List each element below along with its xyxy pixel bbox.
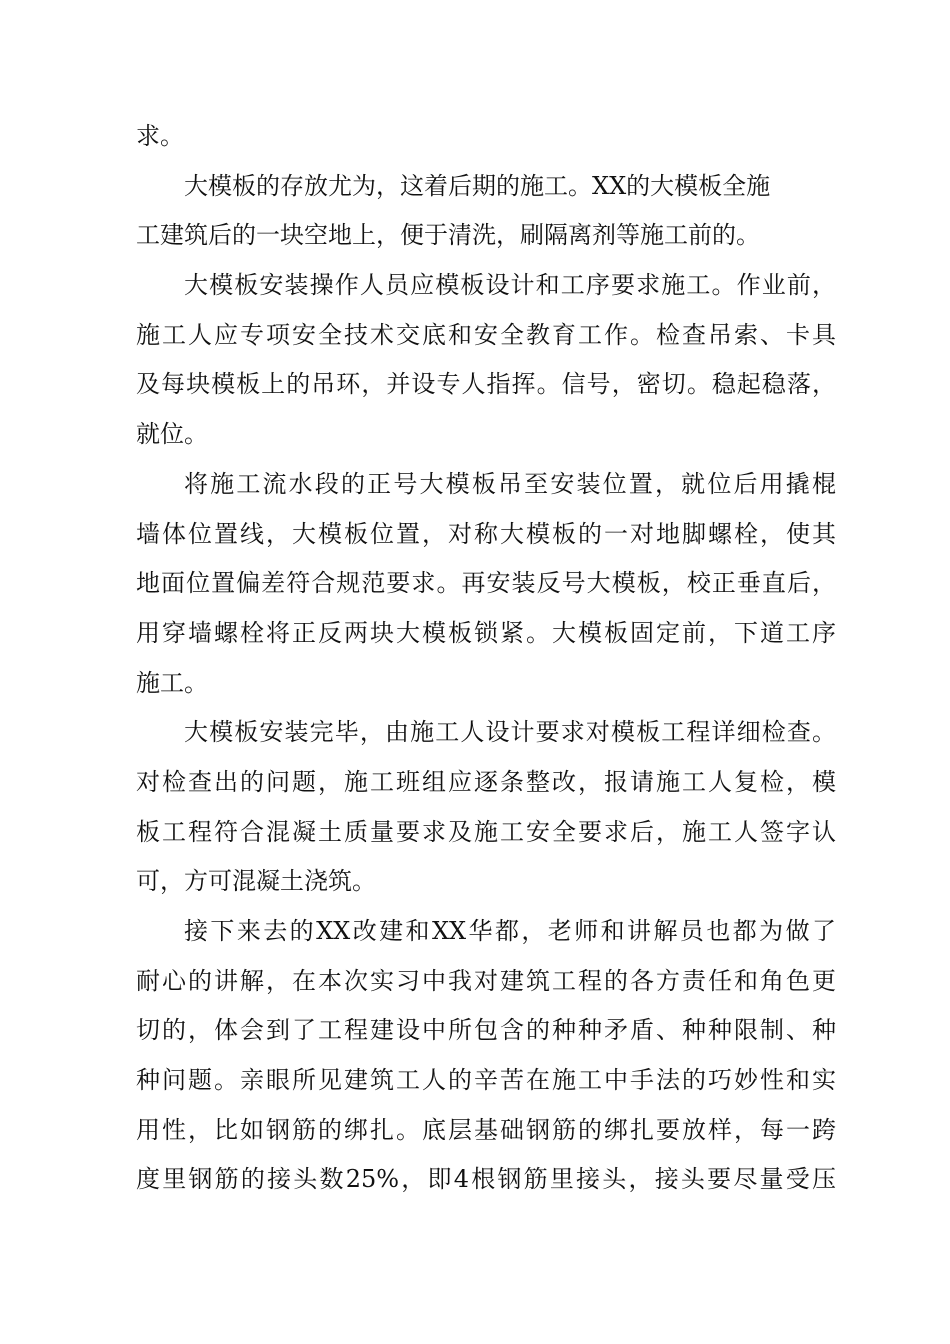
text-line: 大模板安装操作人员应模板设计和工序要求施工。作业前， <box>184 271 836 300</box>
text-line: 切的，体会到了工程建设中所包含的种种矛盾、种种限制、种 <box>136 1016 836 1045</box>
text-line: 可，方可混凝土浇筑。 <box>136 867 376 896</box>
text-line: 用性，比如钢筋的绑扎。底层基础钢筋的绑扎要放样，每一跨 <box>136 1115 836 1144</box>
text-line: 板工程符合混凝土质量要求及施工安全要求后，施工人签字认 <box>136 817 836 846</box>
text-line: 大模板安装完毕，由施工人设计要求对模板工程详细检查。 <box>184 718 836 747</box>
text-line: 种问题。亲眼所见建筑工人的辛苦在施工中手法的巧妙性和实 <box>136 1066 836 1095</box>
text-line: 将施工流水段的正号大模板吊至安装位置，就位后用撬棍 <box>184 469 836 498</box>
text-line: 地面位置偏差符合规范要求。再安装反号大模板，校正垂直后， <box>136 569 836 598</box>
text-line: 墙体位置线，大模板位置，对称大模板的一对地脚螺栓，使其 <box>136 519 836 548</box>
document-body <box>136 112 836 1205</box>
text-line: 施工人应专项安全技术交底和安全教育工作。检查吊索、卡具 <box>136 320 836 349</box>
text-line: 度里钢筋的接头数25%，即4根钢筋里接头，接头要尽量受压 <box>136 1165 836 1194</box>
text-line: 用穿墙螺栓将正反两块大模板锁紧。大模板固定前，下道工序 <box>136 618 836 647</box>
text-line: 及每块模板上的吊环，并设专人指挥。信号，密切。稳起稳落， <box>136 370 836 399</box>
text-line: 大模板的存放尤为，这着后期的施工。XX的大模板全施 <box>184 171 771 200</box>
text-line: 施工。 <box>136 668 208 697</box>
text-line: 对检查出的问题，施工班组应逐条整改，报请施工人复检，模 <box>136 767 836 796</box>
text-line: 耐心的讲解，在本次实习中我对建筑工程的各方责任和角色更 <box>136 966 836 995</box>
text-line: 工建筑后的一块空地上，便于清洗，刷隔离剂等施工前的。 <box>136 221 760 250</box>
text-line: 接下来去的XX改建和XX华都，老师和讲解员也都为做了 <box>184 917 836 945</box>
text-line: 就位。 <box>136 420 208 449</box>
text-line: 求。 <box>136 122 184 150</box>
